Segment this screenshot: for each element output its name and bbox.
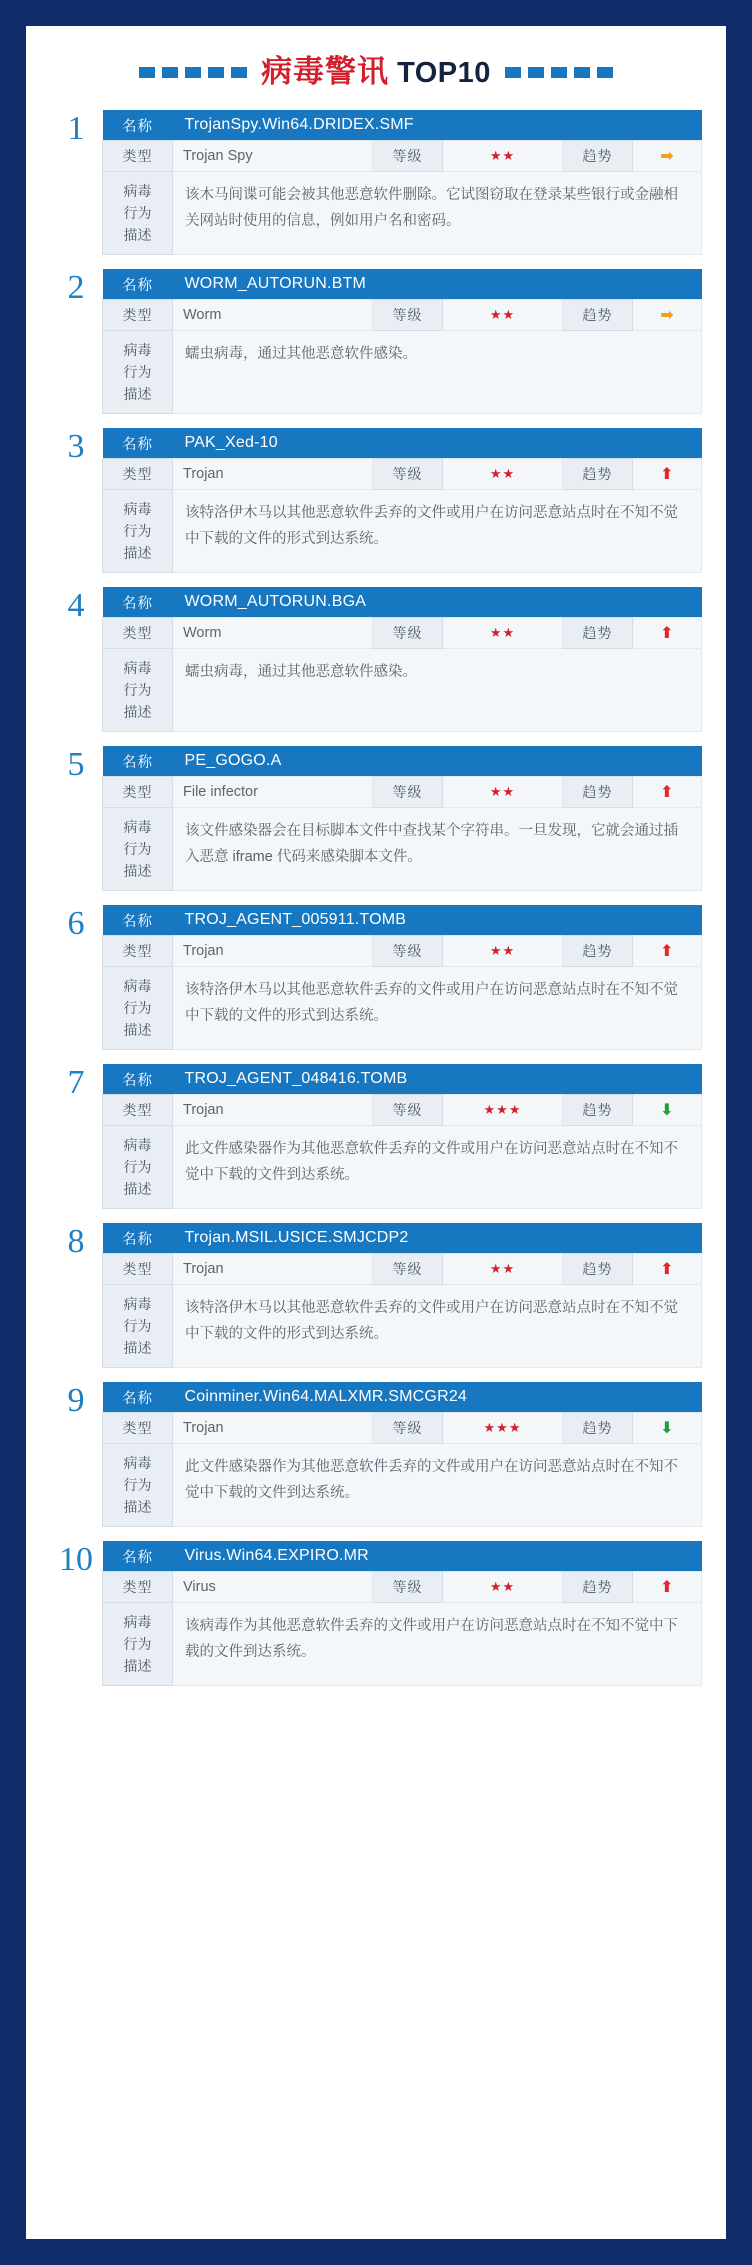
label-trend: 趋势 xyxy=(563,1413,633,1444)
table-row xyxy=(103,1064,702,1095)
virus-description: 蠕虫病毒，通过其他恶意软件感染。 xyxy=(173,649,702,732)
label-description-line3: 描述 xyxy=(123,1658,152,1674)
label-description-line2: 行为 xyxy=(123,205,152,221)
virus-card xyxy=(102,110,702,255)
label-type: 类型 xyxy=(103,1095,173,1126)
severity-stars: ★★ xyxy=(443,1572,563,1603)
rank-number: 5 xyxy=(67,746,85,783)
virus-type: Worm xyxy=(173,618,373,649)
table-row xyxy=(103,490,702,573)
table-row xyxy=(103,808,702,891)
label-description-line2: 行为 xyxy=(123,1318,152,1334)
table-row xyxy=(103,1541,702,1572)
rank-number: 2 xyxy=(67,269,85,306)
label-description xyxy=(103,1126,173,1209)
page-title-en: TOP10 xyxy=(397,57,491,89)
virus-type: Trojan xyxy=(173,1413,373,1444)
table-row xyxy=(103,1444,702,1527)
severity-stars: ★★★ xyxy=(443,1413,563,1444)
label-description-line2: 行为 xyxy=(123,1159,152,1175)
label-type: 类型 xyxy=(103,300,173,331)
trend-arrow-icon: ➡ xyxy=(633,141,702,172)
rank-number: 9 xyxy=(67,1382,85,1419)
virus-name: WORM_AUTORUN.BGA xyxy=(173,587,702,618)
virus-name: WORM_AUTORUN.BTM xyxy=(173,269,702,300)
table-row xyxy=(103,428,702,459)
label-description xyxy=(103,649,173,732)
virus-description: 该病毒作为其他恶意软件丢弃的文件或用户在访问恶意站点时在不知不觉中下载的文件到达系统。 xyxy=(173,1603,702,1686)
virus-card xyxy=(102,1064,702,1209)
label-description-line3: 描述 xyxy=(123,704,152,720)
virus-type: Virus xyxy=(173,1572,373,1603)
table-row xyxy=(103,110,702,141)
label-type: 类型 xyxy=(103,1572,173,1603)
virus-description: 该特洛伊木马以其他恶意软件丢弃的文件或用户在访问恶意站点时在不知不觉中下载的文件的形式到达系统。 xyxy=(173,967,702,1050)
label-description-line2: 行为 xyxy=(123,1477,152,1493)
label-description-line2: 行为 xyxy=(123,1000,152,1016)
list-item xyxy=(50,905,702,1050)
label-level: 等级 xyxy=(373,1572,443,1603)
label-level: 等级 xyxy=(373,1254,443,1285)
table-row xyxy=(103,331,702,414)
virus-type: Trojan Spy xyxy=(173,141,373,172)
label-description-line2: 行为 xyxy=(123,682,152,698)
label-level: 等级 xyxy=(373,1413,443,1444)
table-row xyxy=(103,936,702,967)
label-description-line3: 描述 xyxy=(123,1499,152,1515)
table-row xyxy=(103,141,702,172)
dash-icon xyxy=(231,67,247,78)
table-row xyxy=(103,746,702,777)
severity-stars: ★★ xyxy=(443,1254,563,1285)
virus-type: File infector xyxy=(173,777,373,808)
rank-number: 3 xyxy=(67,428,85,465)
virus-type: Trojan xyxy=(173,936,373,967)
severity-stars: ★★ xyxy=(443,936,563,967)
label-trend: 趋势 xyxy=(563,1095,633,1126)
label-level: 等级 xyxy=(373,300,443,331)
label-description xyxy=(103,1603,173,1686)
rank-number: 6 xyxy=(67,905,85,942)
trend-arrow-icon: ⬇ xyxy=(633,1095,702,1126)
virus-card xyxy=(102,1382,702,1527)
table-row xyxy=(103,967,702,1050)
page-title xyxy=(261,56,491,88)
label-name: 名称 xyxy=(103,110,173,141)
severity-stars: ★★ xyxy=(443,141,563,172)
label-description xyxy=(103,172,173,255)
virus-name: Coinminer.Win64.MALXMR.SMCGR24 xyxy=(173,1382,702,1413)
table-row xyxy=(103,269,702,300)
virus-name: TROJ_AGENT_005911.TOMB xyxy=(173,905,702,936)
virus-name: Virus.Win64.EXPIRO.MR xyxy=(173,1541,702,1572)
rank-number: 8 xyxy=(67,1223,85,1260)
virus-card xyxy=(102,428,702,573)
virus-description: 该特洛伊木马以其他恶意软件丢弃的文件或用户在访问恶意站点时在不知不觉中下载的文件的形式到达系统。 xyxy=(173,1285,702,1368)
label-name: 名称 xyxy=(103,587,173,618)
table-row xyxy=(103,1254,702,1285)
virus-card xyxy=(102,587,702,732)
label-level: 等级 xyxy=(373,459,443,490)
virus-name: PE_GOGO.A xyxy=(173,746,702,777)
dash-icon xyxy=(597,67,613,78)
virus-description: 此文件感染器作为其他恶意软件丢弃的文件或用户在访问恶意站点时在不知不觉中下载的文件到达系统。 xyxy=(173,1126,702,1209)
label-description-line1: 病毒 xyxy=(123,1455,152,1471)
label-name: 名称 xyxy=(103,428,173,459)
rank-number: 1 xyxy=(67,110,85,147)
table-row xyxy=(103,1382,702,1413)
label-trend: 趋势 xyxy=(563,777,633,808)
label-type: 类型 xyxy=(103,1413,173,1444)
virus-description: 该木马间谍可能会被其他恶意软件删除。它试图窃取在登录某些银行或金融相关网站时使用的信息，例如用户名和密码。 xyxy=(173,172,702,255)
poster-sheet xyxy=(26,26,726,2239)
label-trend: 趋势 xyxy=(563,141,633,172)
page-title-cn: 病毒警讯 xyxy=(261,54,390,89)
label-description-line3: 描述 xyxy=(123,1022,152,1038)
label-name: 名称 xyxy=(103,1382,173,1413)
rank-number: 7 xyxy=(67,1064,85,1101)
label-name: 名称 xyxy=(103,1541,173,1572)
virus-name: PAK_Xed-10 xyxy=(173,428,702,459)
label-trend: 趋势 xyxy=(563,1572,633,1603)
label-description-line2: 行为 xyxy=(123,841,152,857)
label-description-line1: 病毒 xyxy=(123,1614,152,1630)
label-trend: 趋势 xyxy=(563,459,633,490)
label-level: 等级 xyxy=(373,141,443,172)
label-description-line3: 描述 xyxy=(123,863,152,879)
virus-description: 此文件感染器作为其他恶意软件丢弃的文件或用户在访问恶意站点时在不知不觉中下载的文件到达系统。 xyxy=(173,1444,702,1527)
header-dashes-left xyxy=(139,67,247,78)
trend-arrow-icon: ➡ xyxy=(633,300,702,331)
label-type: 类型 xyxy=(103,1254,173,1285)
severity-stars: ★★ xyxy=(443,459,563,490)
label-type: 类型 xyxy=(103,618,173,649)
label-name: 名称 xyxy=(103,1223,173,1254)
table-row xyxy=(103,1603,702,1686)
virus-card xyxy=(102,269,702,414)
label-type: 类型 xyxy=(103,936,173,967)
label-description xyxy=(103,967,173,1050)
label-description-line1: 病毒 xyxy=(123,978,152,994)
label-trend: 趋势 xyxy=(563,618,633,649)
label-type: 类型 xyxy=(103,777,173,808)
dash-icon xyxy=(139,67,155,78)
severity-stars: ★★ xyxy=(443,300,563,331)
list-item xyxy=(50,1064,702,1209)
rank-number: 4 xyxy=(67,587,85,624)
label-description xyxy=(103,808,173,891)
table-row xyxy=(103,1285,702,1368)
virus-description: 该文件感染器会在目标脚本文件中查找某个字符串。一旦发现，它就会通过插入恶意 iframe 代码来感染脚本文件。 xyxy=(173,808,702,891)
severity-stars: ★★ xyxy=(443,618,563,649)
label-description xyxy=(103,1444,173,1527)
dash-icon xyxy=(208,67,224,78)
list-item xyxy=(50,746,702,891)
dash-icon xyxy=(185,67,201,78)
virus-card xyxy=(102,746,702,891)
trend-arrow-icon: ⬆ xyxy=(633,777,702,808)
label-description-line2: 行为 xyxy=(123,1636,152,1652)
label-name: 名称 xyxy=(103,269,173,300)
label-level: 等级 xyxy=(373,1095,443,1126)
label-description-line2: 行为 xyxy=(123,364,152,380)
label-name: 名称 xyxy=(103,746,173,777)
label-name: 名称 xyxy=(103,1064,173,1095)
label-description-line3: 描述 xyxy=(123,227,152,243)
poster-header xyxy=(26,26,726,110)
list-item xyxy=(50,587,702,732)
list-item xyxy=(50,110,702,255)
label-description-line3: 描述 xyxy=(123,1340,152,1356)
trend-arrow-icon: ⬆ xyxy=(633,1572,702,1603)
label-level: 等级 xyxy=(373,777,443,808)
virus-card xyxy=(102,905,702,1050)
table-row xyxy=(103,459,702,490)
label-description-line1: 病毒 xyxy=(123,1296,152,1312)
trend-arrow-icon: ⬆ xyxy=(633,459,702,490)
label-description-line1: 病毒 xyxy=(123,501,152,517)
list-item xyxy=(50,269,702,414)
trend-arrow-icon: ⬆ xyxy=(633,618,702,649)
label-description xyxy=(103,1285,173,1368)
virus-name: TrojanSpy.Win64.DRIDEX.SMF xyxy=(173,110,702,141)
label-description-line2: 行为 xyxy=(123,523,152,539)
label-description xyxy=(103,490,173,573)
table-row xyxy=(103,618,702,649)
label-description-line1: 病毒 xyxy=(123,1137,152,1153)
dash-icon xyxy=(551,67,567,78)
virus-card xyxy=(102,1541,702,1686)
virus-description: 该特洛伊木马以其他恶意软件丢弃的文件或用户在访问恶意站点时在不知不觉中下载的文件的形式到达系统。 xyxy=(173,490,702,573)
dash-icon xyxy=(528,67,544,78)
table-row xyxy=(103,587,702,618)
virus-description: 蠕虫病毒，通过其他恶意软件感染。 xyxy=(173,331,702,414)
table-row xyxy=(103,1095,702,1126)
label-description-line3: 描述 xyxy=(123,1181,152,1197)
table-row xyxy=(103,1572,702,1603)
label-type: 类型 xyxy=(103,459,173,490)
label-description xyxy=(103,331,173,414)
label-trend: 趋势 xyxy=(563,300,633,331)
list-item xyxy=(50,1541,702,1686)
label-description-line1: 病毒 xyxy=(123,660,152,676)
label-trend: 趋势 xyxy=(563,936,633,967)
virus-card xyxy=(102,1223,702,1368)
list-item xyxy=(50,428,702,573)
virus-name: TROJ_AGENT_048416.TOMB xyxy=(173,1064,702,1095)
rank-number: 10 xyxy=(59,1541,93,1578)
label-description-line1: 病毒 xyxy=(123,342,152,358)
severity-stars: ★★★ xyxy=(443,1095,563,1126)
virus-type: Trojan xyxy=(173,459,373,490)
virus-type: Trojan xyxy=(173,1095,373,1126)
table-row xyxy=(103,777,702,808)
table-row xyxy=(103,1223,702,1254)
label-level: 等级 xyxy=(373,936,443,967)
table-row xyxy=(103,1126,702,1209)
virus-name: Trojan.MSIL.USICE.SMJCDP2 xyxy=(173,1223,702,1254)
header-dashes-right xyxy=(505,67,613,78)
list-item xyxy=(50,1223,702,1368)
severity-stars: ★★ xyxy=(443,777,563,808)
trend-arrow-icon: ⬆ xyxy=(633,936,702,967)
table-row xyxy=(103,300,702,331)
virus-list xyxy=(26,110,726,1686)
label-description-line1: 病毒 xyxy=(123,819,152,835)
label-description-line1: 病毒 xyxy=(123,183,152,199)
table-row xyxy=(103,649,702,732)
virus-type: Trojan xyxy=(173,1254,373,1285)
table-row xyxy=(103,905,702,936)
dash-icon xyxy=(505,67,521,78)
label-type: 类型 xyxy=(103,141,173,172)
label-description-line3: 描述 xyxy=(123,386,152,402)
dash-icon xyxy=(162,67,178,78)
label-level: 等级 xyxy=(373,618,443,649)
trend-arrow-icon: ⬇ xyxy=(633,1413,702,1444)
label-trend: 趋势 xyxy=(563,1254,633,1285)
dash-icon xyxy=(574,67,590,78)
virus-type: Worm xyxy=(173,300,373,331)
trend-arrow-icon: ⬆ xyxy=(633,1254,702,1285)
label-description-line3: 描述 xyxy=(123,545,152,561)
label-name: 名称 xyxy=(103,905,173,936)
list-item xyxy=(50,1382,702,1527)
table-row xyxy=(103,1413,702,1444)
table-row xyxy=(103,172,702,255)
